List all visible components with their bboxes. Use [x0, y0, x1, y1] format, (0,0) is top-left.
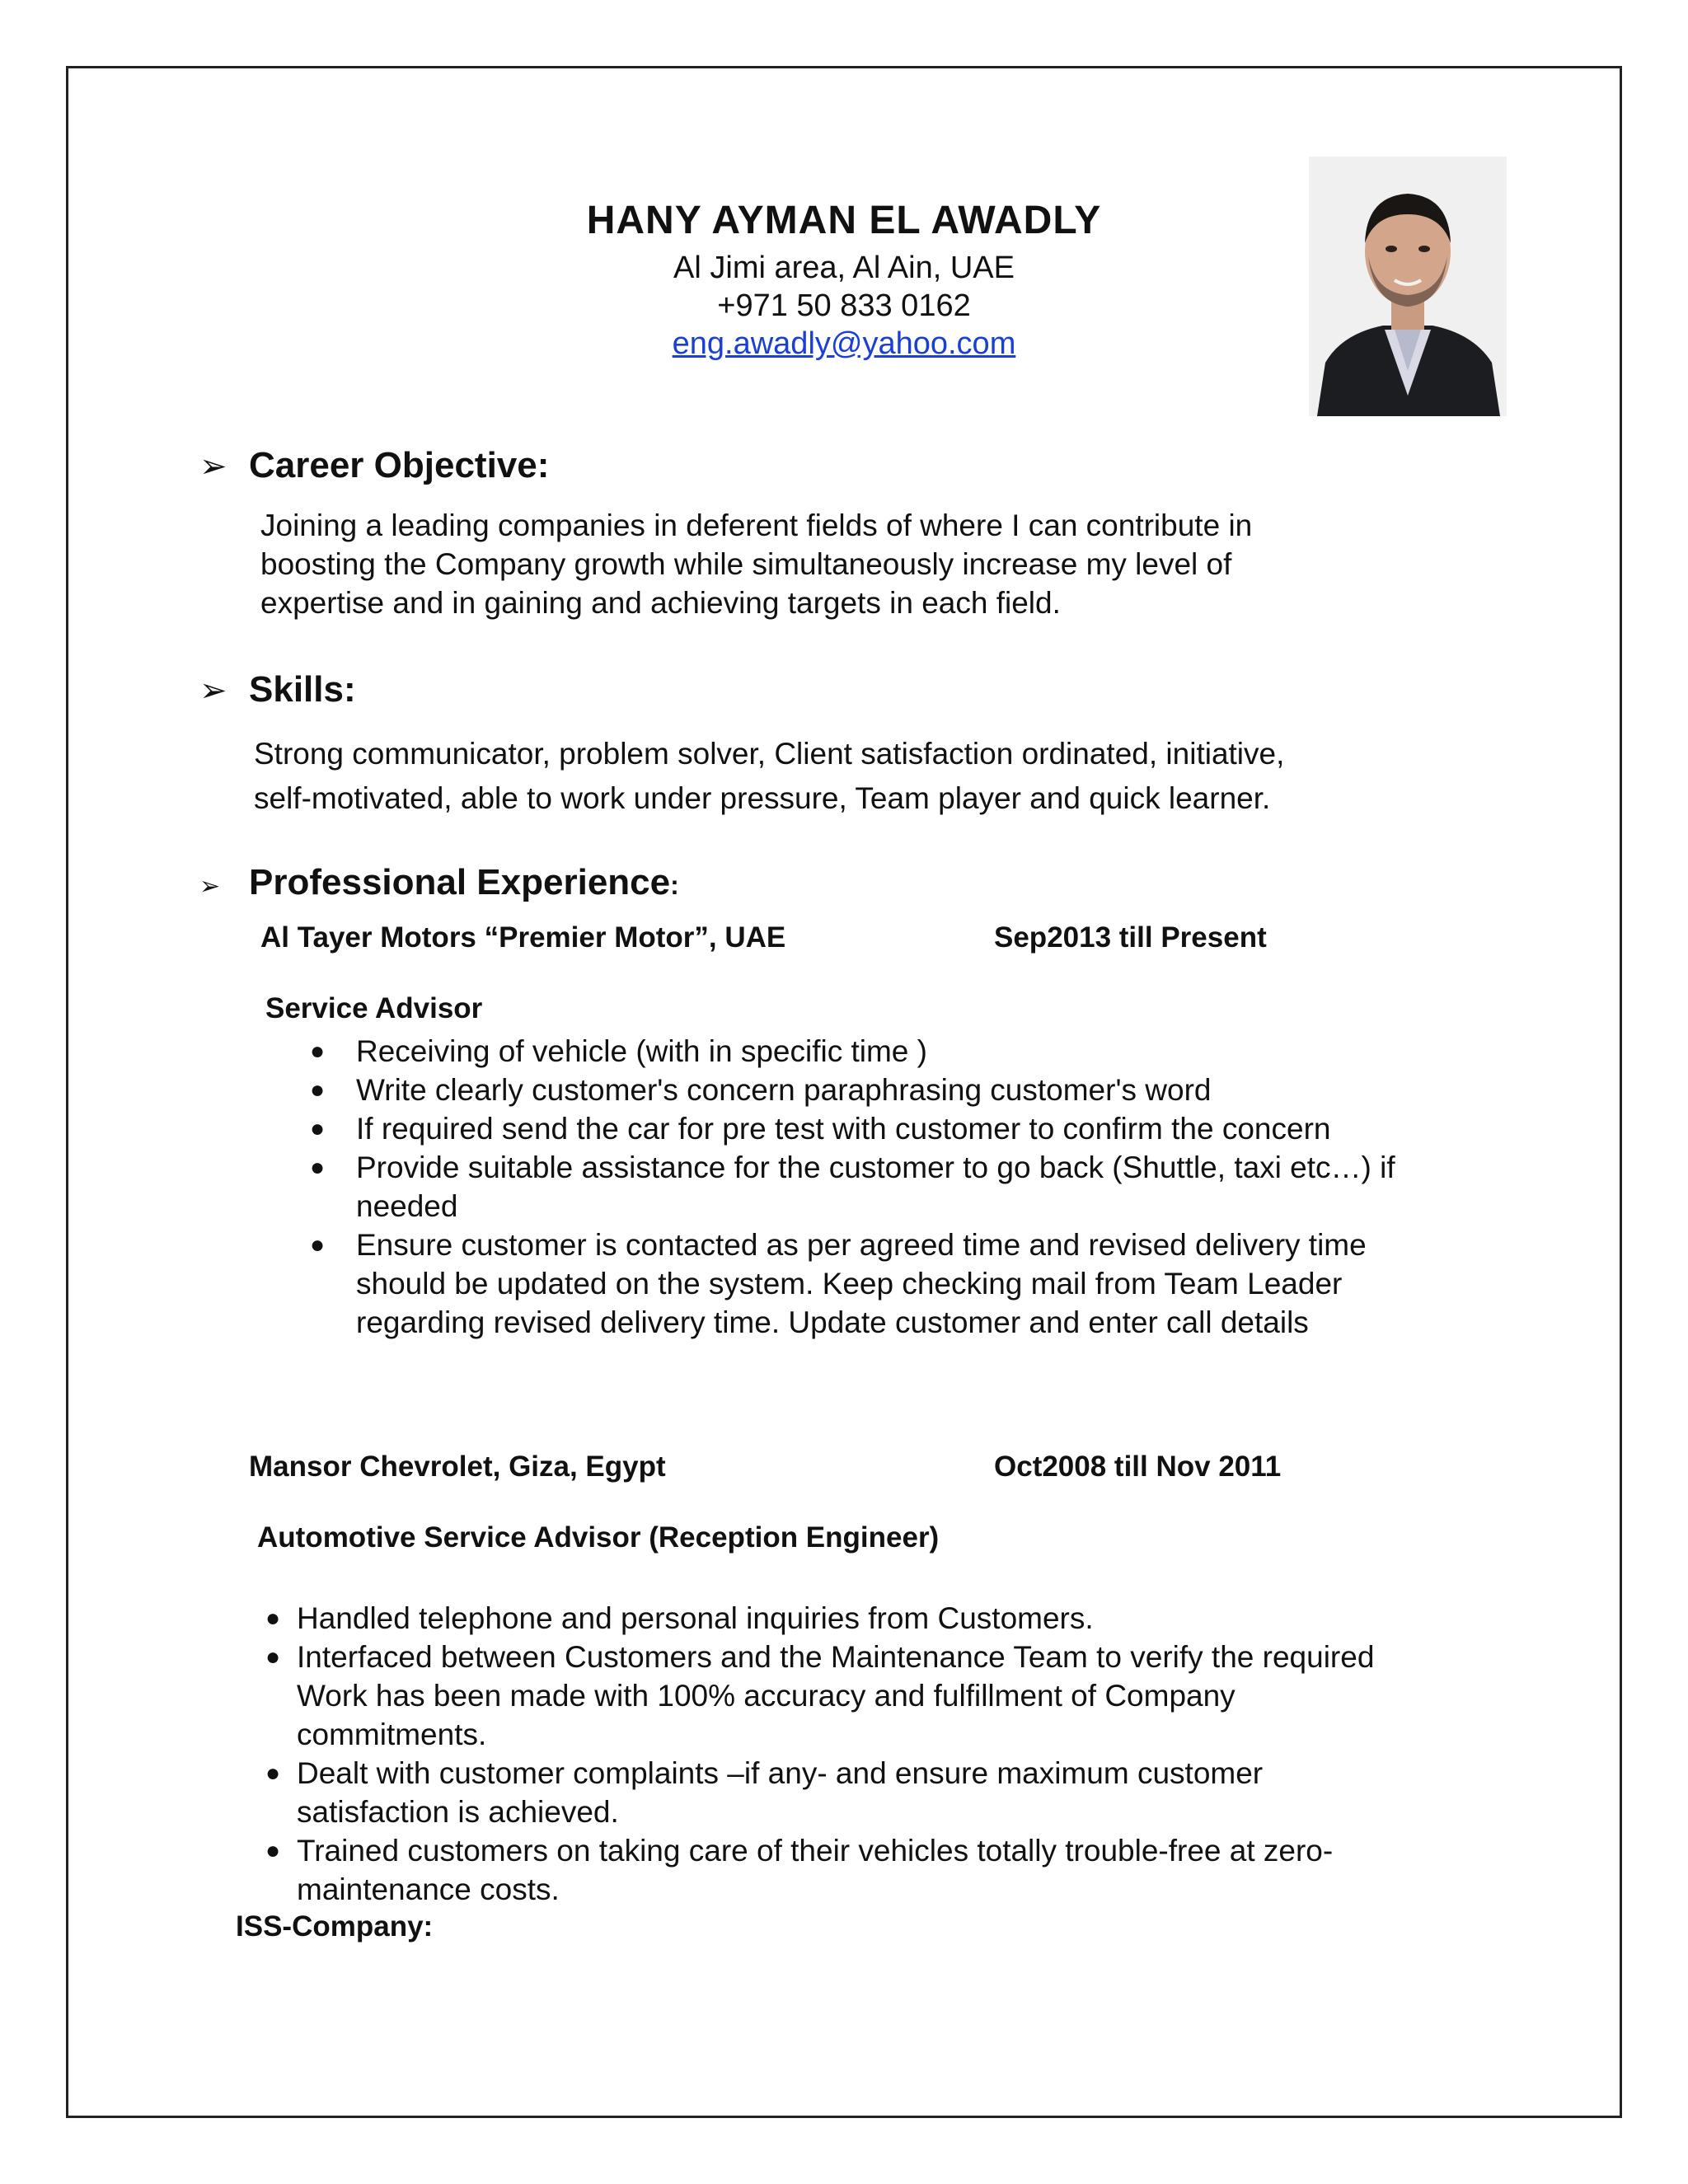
list-item: ● If required send the car for pre test with customer to confirm the concern: [305, 1109, 1395, 1148]
round-bullet-icon: ●: [310, 1154, 326, 1181]
arrowhead-bullet-icon: ➢: [199, 673, 227, 709]
job-duties-list: [305, 1032, 1395, 1342]
candidate-name: HANY AYMAN EL AWADLY: [586, 199, 1102, 242]
round-bullet-icon: ●: [310, 1231, 326, 1258]
round-bullet-icon: ●: [265, 1760, 281, 1787]
round-bullet-icon: ●: [310, 1076, 326, 1104]
career-objective-text: Joining a leading companies in deferent fields of where I can contribute in boosting the Company growth while simultaneously increase my level of expertise and in gaining and achieving targets in each field.: [260, 509, 1253, 620]
list-item: ● Trained customers on taking care of their vehicles totally trouble-free at zero- maintenance costs.: [265, 1831, 1374, 1909]
job-duties-list: [265, 1599, 1374, 1909]
arrowhead-bullet-icon: ➢: [199, 448, 227, 485]
job-company: Mansor Chevrolet, Giza, Egypt: [249, 1451, 666, 1483]
list-item: ● Dealt with customer complaints –if any- and ensure maximum customer satisfaction is achieved.: [265, 1754, 1374, 1831]
round-bullet-icon: ●: [265, 1837, 281, 1864]
job-period: Oct2008 till Nov 2011: [994, 1451, 1282, 1483]
skills-text: Strong communicator, problem solver, Client satisfaction ordinated, initiative, self-motivated, able to work under pressure, Team player and quick learner.: [254, 737, 1285, 815]
experience-heading: ➢ Professional Experience:: [199, 862, 679, 902]
address: Al Jimi area, Al Ain, UAE: [673, 251, 1015, 285]
arrowhead-bullet-icon: ➢: [199, 873, 221, 900]
job-role: Service Advisor: [265, 992, 483, 1024]
email-link[interactable]: eng.awadly@yahoo.com: [672, 326, 1016, 361]
round-bullet-icon: ●: [310, 1115, 326, 1142]
job-period: Sep2013 till Present: [994, 921, 1267, 954]
list-item: ● Provide suitable assistance for the customer to go back (Shuttle, taxi etc…) if needed: [305, 1148, 1395, 1226]
list-item: ● Handled telephone and personal inquiries from Customers.: [265, 1599, 1374, 1638]
next-company-heading: ISS-Company:: [236, 1910, 434, 1943]
list-item: ● Interfaced between Customers and the Maintenance Team to verify the required Work has been made with 100% accuracy and fulfillment of Company commitments.: [265, 1638, 1374, 1754]
round-bullet-icon: ●: [310, 1038, 326, 1065]
skills-heading: ➢ Skills:: [199, 669, 356, 710]
phone-number: +971 50 833 0162: [717, 288, 971, 323]
list-item: ● Write clearly customer's concern paraphrasing customer's word: [305, 1071, 1395, 1109]
list-item: ● Ensure customer is contacted as per agreed time and revised delivery time should be updated on the system. Keep checking mail from Team Leader regarding revised delivery time. Update customer and enter call details: [305, 1226, 1395, 1342]
profile-photo: [1309, 157, 1507, 416]
job-role: Automotive Service Advisor (Reception Engineer): [257, 1521, 940, 1554]
list-item: ● Receiving of vehicle (with in specific time ): [305, 1032, 1395, 1071]
round-bullet-icon: ●: [265, 1643, 281, 1671]
career-objective-heading: ➢ Career Objective:: [199, 445, 550, 485]
round-bullet-icon: ●: [265, 1605, 281, 1632]
job-company: Al Tayer Motors “Premier Motor”, UAE: [260, 921, 786, 954]
